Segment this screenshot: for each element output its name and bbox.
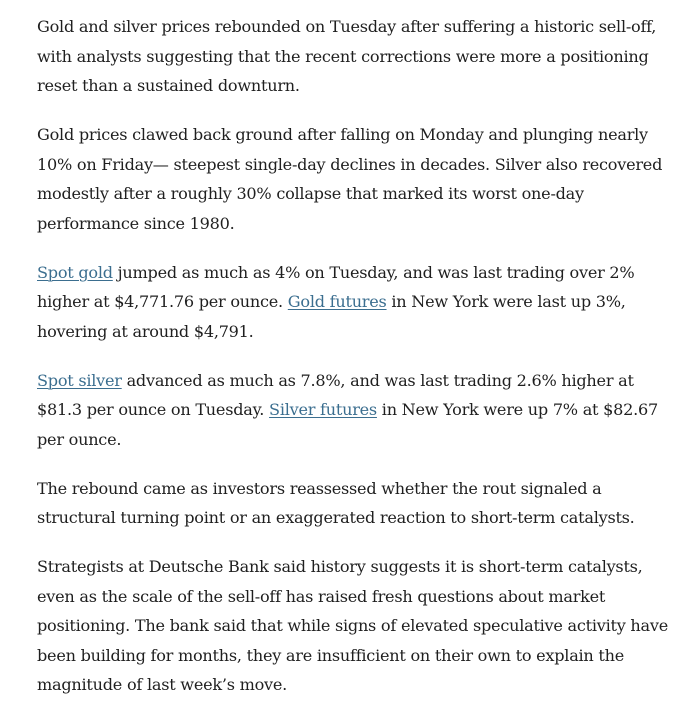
silver-futures-link[interactable]: Silver futures [269, 400, 377, 419]
spot-gold-link[interactable]: Spot gold [37, 262, 113, 282]
spot-silver-link[interactable]: Spot silver [37, 370, 122, 390]
spot-silver-text: advanced as much as 7.8%, and was last trading 2.6% higher at $81.3 per ounce on Tuesday. [37, 370, 634, 419]
paragraph-intro: Gold and silver prices rebounded on Tuesday after suffering a historic sell-off, with analysts suggesting that the recent corrections were more a positioning reset than a sustained downturn. [37, 17, 657, 95]
paragraph-spot-gold [37, 258, 673, 347]
gold-futures-link[interactable]: Gold futures [287, 292, 387, 311]
silver-futures-text: in New York were up 7% at $82.67 per ounce. [37, 400, 658, 449]
spot-gold-text: jumped as much as 4% on Tuesday, and was last trading over 2% higher at $4,771.76 per ounce. [37, 262, 635, 311]
paragraph-gold-recovery: Gold prices clawed back ground after falling on Monday and plunging nearly 10% on Friday— steepest single-day declines in decades. Silver also recovered modestly after a roughly 30% collapse that marked its worst one-day performance since 1980. [37, 125, 663, 233]
article-body [37, 12, 673, 719]
paragraph-spot-silver [37, 366, 673, 455]
gold-futures-text: in New York were last up 3%, hovering at around $4,791. [37, 292, 626, 341]
paragraph-deutsche-bank: Strategists at Deutsche Bank said history suggests it is short-term catalysts, even as the scale of the sell-off has raised fresh questions about market positioning. The bank said that while signs of elevated speculative activity have been building for months, they are insufficient on their own to explain the magnitude of last week’s move. [37, 557, 669, 694]
paragraph-rebound: The rebound came as investors reassessed whether the rout signaled a structural turning point or an exaggerated reaction to short-term catalysts. [37, 478, 635, 527]
